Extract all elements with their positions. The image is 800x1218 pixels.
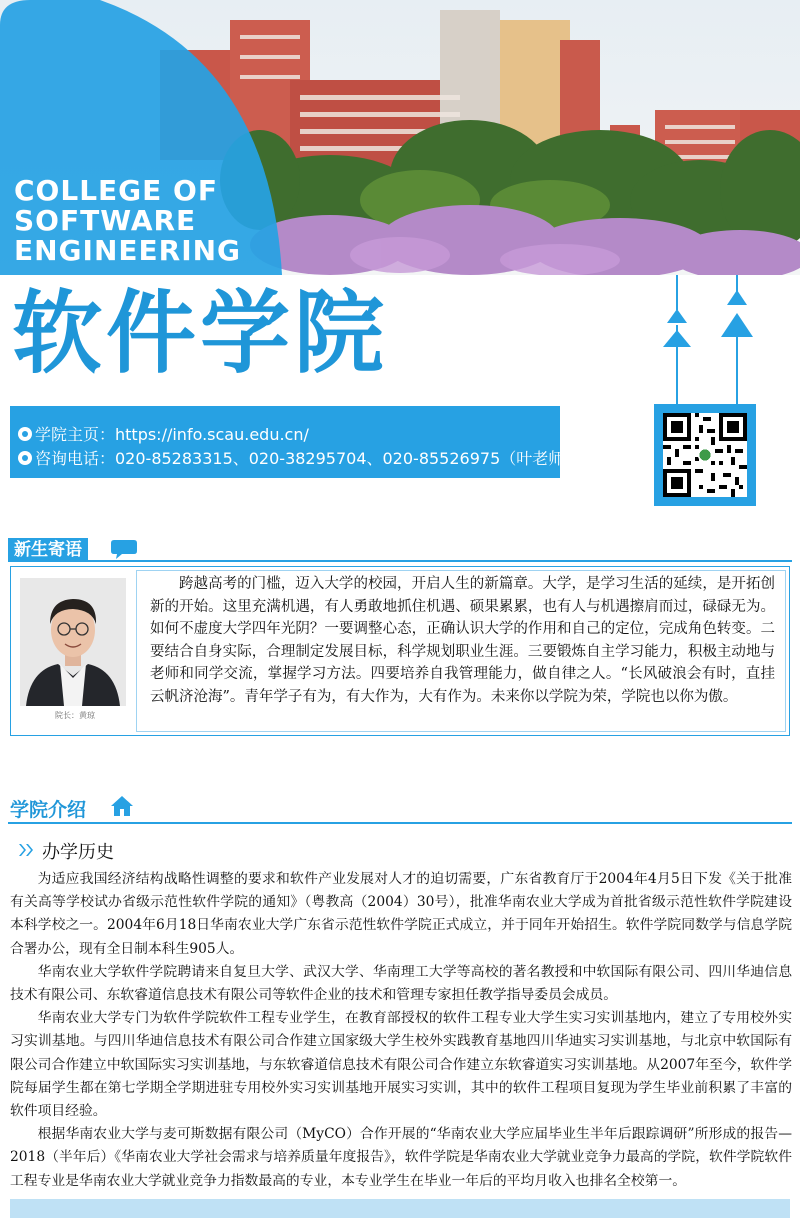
history-paragraph: 华南农业大学专门为软件学院软件工程专业学生，在教育部授权的软件工程专业大学生实习实训基地内，建立了专用校外实习实训基地。与四川华迪信息技术有限公司合作建立国家级大学生校外实践教育基地四川华迪实习实训基地，与北京中软国际有限公司合作建立中软国际实习实训基地，与东软睿道信息技术有限公司合作建立东软睿道实习实训基地。从2007年至今，软件学院每届学生都在第七学期全学期进驻专用校外实习实训基地开展实习实训，其中的软件工程项目复现为学生毕业前积累了丰富的软件项目经验。 [10, 1010, 792, 1120]
house-icon [110, 795, 134, 817]
history-paragraph: 为适应我国经济结构战略性调整的要求和软件产业发展对人才的迫切需要，广东省教育厅于2004年4月5日下发《关于批准有关高等学校试办省级示范性软件学院的通知》（粤教高（2004）30号），批准华南农业大学成为首批省级示范性软件学院建设本科学校之一。2004年6月18日华南农业大学广东省示范性软件学院正式成立，并于同年开始招生。软件学院同数学与信息学院合署办公，现有全日制本科生905人。 [10, 871, 792, 957]
history-paragraph: 华南农业大学软件学院聘请来自复旦大学、武汉大学、华南理工大学等高校的著名教授和中软国际有限公司、四川华迪信息技术有限公司、东软睿道信息技术有限公司等软件企业的技术和管理专家担任教学指导委员会成员。 [10, 963, 792, 1004]
hero-title [14, 176, 241, 266]
dean-caption: 院长：黄琼 [55, 711, 95, 720]
hero-title-line: SOFTWARE [14, 204, 197, 237]
hero-title-line: COLLEGE OF [14, 174, 218, 207]
history-subheading: 办学历史 [42, 842, 114, 863]
hanging-ornaments [655, 275, 765, 410]
qr-code-icon[interactable] [663, 413, 747, 497]
intro-divider [8, 822, 792, 824]
phone-text: 咨询电话：020-85283315、020-38295704、020-85526975（叶老师） [35, 449, 581, 468]
homepage-text[interactable]: 学院主页：https://info.scau.edu.cn/ [35, 425, 309, 444]
double-chevron-icon [18, 843, 34, 857]
greeting-text: 跨越高考的门槛，迈入大学的校园，开启人生的新篇章。大学，是学习生活的延续，是开拓创新的开始。这里充满机遇，有人勇敢地抓住机遇、硕果累累，也有人与机遇擦肩而过，碌碌无为。如何不虚度大学四年光阴？一要调整心态，正确认识大学的作用和自己的定位，完成角色转变。二要结合自身实际，合理制定发展目标，科学规划职业生涯。三要锻炼自主学习能力，积极主动地与老师和同学交流，掌握学习方法。四要培养自我管理能力，做自律之人。“长风破浪会有时，直挂云帆济沧海”。青年学子有为，有大作为，大有作为。未来你以学院为荣，学院也以你为傲。 [150, 576, 775, 705]
history-paragraph: 根据华南农业大学与麦可斯数据有限公司（MyCO）合作开展的“华南农业大学应届毕业生半年后跟踪调研”所形成的报告—2018（半年后）《华南农业大学社会需求与培养质量年度报告》，软件学院是华南农业大学就业竞争力最高的学院，软件学院软件工程专业是华南农业大学就业竞争力指数最高的专业，本专业学生在毕业一年后的平均月收入也排名全校第一。 [10, 1126, 792, 1189]
greeting-divider [8, 560, 792, 562]
bottom-bar [10, 1199, 790, 1218]
intro-heading: 学院介绍 [10, 799, 87, 821]
page-title: 软件学院 [12, 281, 388, 386]
history-body [10, 868, 792, 1193]
dean-photo [20, 578, 126, 706]
contact-bar [10, 406, 581, 478]
home-icon [18, 427, 32, 441]
speech-bubble-icon [110, 538, 138, 560]
dean-photo-panel [14, 570, 137, 732]
hero-title-line: ENGINEERING [14, 234, 242, 267]
homepage-row[interactable] [18, 422, 309, 445]
phone-icon [18, 451, 32, 465]
greeting-heading: 新生寄语 [8, 538, 88, 562]
hero-photo [0, 0, 800, 275]
phone-row [18, 446, 580, 469]
